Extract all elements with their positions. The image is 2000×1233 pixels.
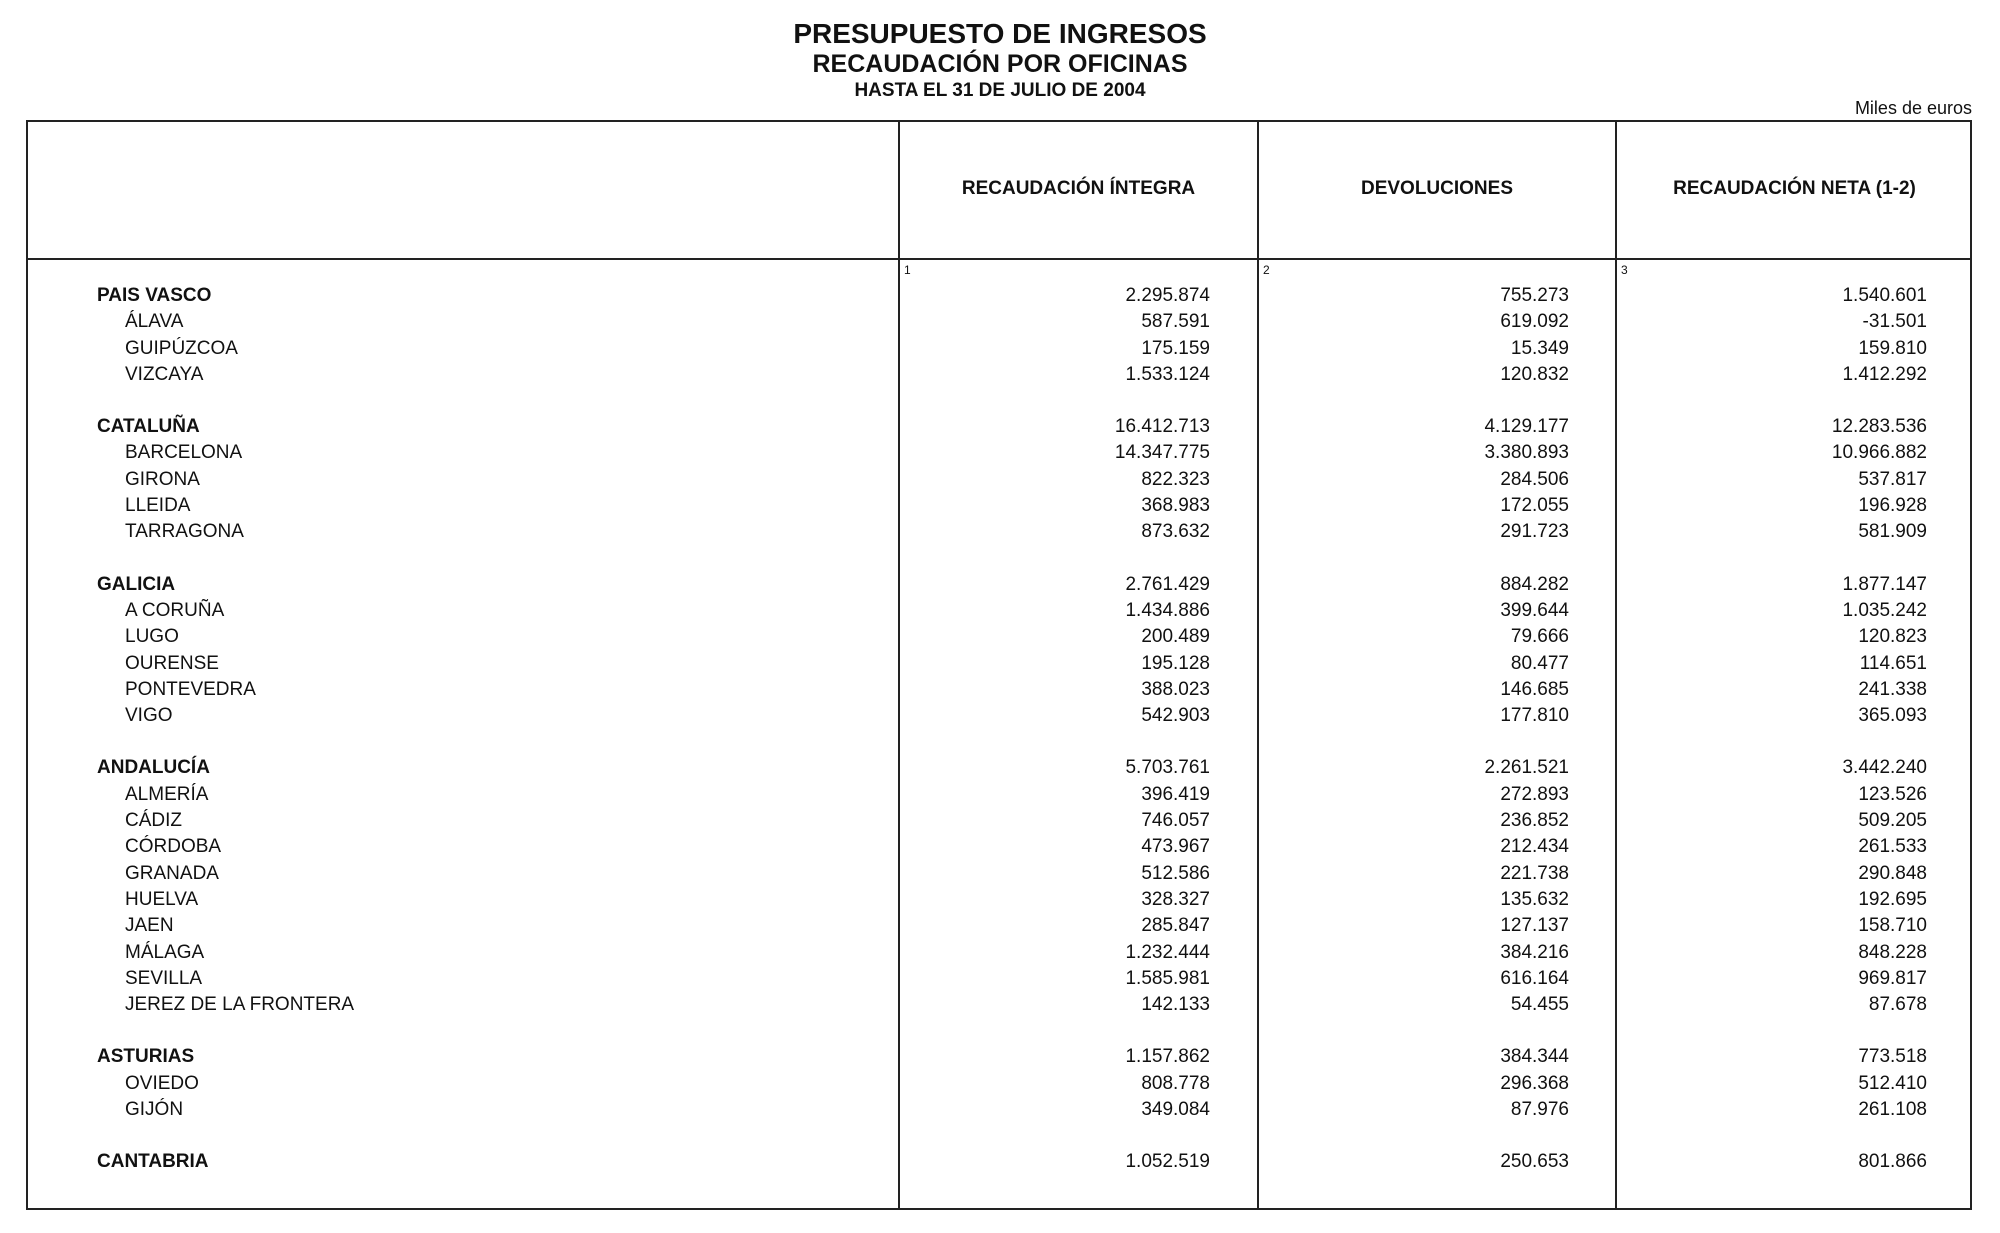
- region-row: [28, 283, 1970, 309]
- cell-recaudacion-integra: 542.903: [1141, 705, 1210, 727]
- province-name: PONTEVEDRA: [125, 678, 256, 700]
- province-name: TARRAGONA: [125, 521, 244, 543]
- column-number: 1: [904, 263, 911, 277]
- cell-recaudacion-integra: 808.778: [1141, 1072, 1210, 1094]
- cell-recaudacion-integra: 1.052.519: [1125, 1151, 1210, 1173]
- header-divider: [28, 258, 1970, 260]
- cell-recaudacion-integra: 14.347.775: [1114, 442, 1210, 464]
- cell-recaudacion-neta: 261.533: [1858, 836, 1927, 858]
- province-row: [28, 336, 1970, 362]
- cell-devoluciones: 3.380.893: [1484, 442, 1569, 464]
- page-subtitle: RECAUDACIÓN POR OFICINAS: [812, 50, 1188, 78]
- cell-devoluciones: 284.506: [1500, 468, 1569, 490]
- cell-recaudacion-neta: 969.817: [1858, 967, 1927, 989]
- province-name: HUELVA: [125, 888, 199, 910]
- cell-recaudacion-integra: 368.983: [1141, 495, 1210, 517]
- region-row: [28, 1044, 1970, 1070]
- cell-recaudacion-integra: 873.632: [1141, 521, 1210, 543]
- cell-recaudacion-neta: 241.338: [1858, 678, 1927, 700]
- cell-recaudacion-integra: 1.533.124: [1125, 363, 1210, 385]
- province-name: CÁDIZ: [125, 810, 182, 832]
- cell-devoluciones: 212.434: [1500, 836, 1569, 858]
- cell-devoluciones: 120.832: [1500, 363, 1569, 385]
- cell-recaudacion-integra: 822.323: [1141, 468, 1210, 490]
- date-line: HASTA EL 31 DE JULIO DE 2004: [854, 80, 1146, 101]
- cell-recaudacion-integra: 1.585.981: [1125, 967, 1210, 989]
- cell-devoluciones: 384.216: [1500, 941, 1569, 963]
- cell-recaudacion-integra: 195.128: [1141, 652, 1210, 674]
- province-row: [28, 309, 1970, 335]
- province-row: [28, 1071, 1970, 1097]
- cell-recaudacion-integra: 2.761.429: [1125, 573, 1210, 595]
- province-name: GIJÓN: [125, 1099, 184, 1121]
- cell-recaudacion-neta: -31.501: [1862, 311, 1927, 333]
- province-name: LLEIDA: [125, 495, 191, 517]
- province-row: [28, 703, 1970, 729]
- cell-devoluciones: 4.129.177: [1484, 416, 1569, 438]
- cell-recaudacion-neta: 12.283.536: [1831, 416, 1927, 438]
- province-name: ALMERÍA: [125, 783, 209, 805]
- cell-devoluciones: 755.273: [1500, 285, 1569, 306]
- cell-recaudacion-neta: 3.442.240: [1842, 757, 1927, 779]
- cell-recaudacion-integra: 512.586: [1141, 862, 1210, 884]
- cell-recaudacion-integra: 175.159: [1141, 337, 1210, 359]
- cell-recaudacion-neta: 509.205: [1858, 810, 1927, 832]
- province-name: ÁLAVA: [125, 311, 184, 333]
- cell-devoluciones: 135.632: [1500, 888, 1569, 910]
- province-row: [28, 808, 1970, 834]
- cell-recaudacion-integra: 1.434.886: [1125, 599, 1210, 621]
- cell-devoluciones: 172.055: [1500, 495, 1569, 517]
- cell-devoluciones: 399.644: [1500, 599, 1569, 621]
- cell-recaudacion-integra: 746.057: [1141, 810, 1210, 832]
- cell-recaudacion-integra: 142.133: [1141, 994, 1210, 1016]
- province-name: VIGO: [125, 705, 173, 727]
- cell-recaudacion-integra: 473.967: [1141, 836, 1210, 858]
- province-name: A CORUÑA: [125, 599, 225, 621]
- cell-recaudacion-neta: 1.540.601: [1842, 285, 1927, 306]
- cell-recaudacion-integra: 200.489: [1141, 626, 1210, 648]
- cell-recaudacion-neta: 192.695: [1858, 888, 1927, 910]
- province-row: [28, 782, 1970, 808]
- cell-recaudacion-neta: 196.928: [1858, 495, 1927, 517]
- province-row: [28, 519, 1970, 545]
- column-header-recaudacion-integra: RECAUDACIÓN ÍNTEGRA: [961, 178, 1196, 199]
- province-row: [28, 834, 1970, 860]
- cell-recaudacion-neta: 1.412.292: [1842, 363, 1927, 385]
- cell-recaudacion-neta: 87.678: [1868, 994, 1927, 1016]
- cell-recaudacion-neta: 512.410: [1858, 1072, 1927, 1094]
- page-title: PRESUPUESTO DE INGRESOS: [793, 18, 1207, 49]
- cell-recaudacion-integra: 1.232.444: [1125, 941, 1210, 963]
- cell-recaudacion-integra: 2.295.874: [1125, 285, 1210, 306]
- cell-devoluciones: 236.852: [1500, 810, 1569, 832]
- region-name: ANDALUCÍA: [97, 757, 210, 779]
- cell-recaudacion-integra: 587.591: [1141, 311, 1210, 333]
- cell-recaudacion-neta: 1.035.242: [1842, 599, 1927, 621]
- units-label: Miles de euros: [1854, 98, 1972, 118]
- cell-devoluciones: 87.976: [1510, 1099, 1569, 1121]
- cell-recaudacion-integra: 1.157.862: [1125, 1046, 1210, 1068]
- cell-devoluciones: 221.738: [1500, 862, 1569, 884]
- province-name: OURENSE: [125, 652, 219, 674]
- cell-devoluciones: 291.723: [1500, 521, 1569, 543]
- cell-recaudacion-neta: 581.909: [1858, 521, 1927, 543]
- cell-devoluciones: 250.653: [1500, 1151, 1569, 1173]
- province-name: BARCELONA: [125, 442, 243, 464]
- province-name: LUGO: [125, 626, 179, 648]
- province-name: VIZCAYA: [125, 363, 204, 385]
- cell-recaudacion-integra: 349.084: [1141, 1099, 1210, 1121]
- province-row: [28, 493, 1970, 519]
- province-row: [28, 887, 1970, 913]
- cell-recaudacion-neta: 1.877.147: [1842, 573, 1927, 595]
- province-row: [28, 467, 1970, 493]
- region-name: CANTABRIA: [97, 1151, 209, 1173]
- cell-devoluciones: 54.455: [1510, 994, 1569, 1016]
- cell-recaudacion-integra: 16.412.713: [1114, 416, 1210, 438]
- cell-recaudacion-neta: 848.228: [1858, 941, 1927, 963]
- region-name: PAIS VASCO: [97, 285, 212, 306]
- cell-recaudacion-integra: 388.023: [1141, 678, 1210, 700]
- cell-devoluciones: 127.137: [1500, 915, 1569, 937]
- province-row: [28, 1097, 1970, 1123]
- column-number: 3: [1621, 263, 1628, 277]
- province-row: [28, 598, 1970, 624]
- column-header-devoluciones: DEVOLUCIONES: [1360, 178, 1514, 199]
- cell-recaudacion-neta: 537.817: [1858, 468, 1927, 490]
- cell-recaudacion-neta: 159.810: [1858, 337, 1927, 359]
- cell-recaudacion-integra: 396.419: [1141, 783, 1210, 805]
- cell-devoluciones: 619.092: [1500, 311, 1569, 333]
- region-row: [28, 1149, 1970, 1175]
- province-row: [28, 861, 1970, 887]
- data-table: [26, 120, 1972, 1210]
- province-row: [28, 940, 1970, 966]
- province-row: [28, 913, 1970, 939]
- cell-devoluciones: 272.893: [1500, 783, 1569, 805]
- province-row: [28, 624, 1970, 650]
- cell-devoluciones: 616.164: [1500, 967, 1569, 989]
- cell-devoluciones: 79.666: [1510, 626, 1569, 648]
- cell-recaudacion-neta: 365.093: [1858, 705, 1927, 727]
- region-row: [28, 755, 1970, 781]
- table-body: [28, 283, 1970, 1176]
- region-row: [28, 572, 1970, 598]
- region-name: GALICIA: [97, 573, 176, 595]
- region-name: CATALUÑA: [97, 416, 200, 438]
- province-name: GUIPÚZCOA: [125, 337, 238, 359]
- cell-recaudacion-neta: 158.710: [1858, 915, 1927, 937]
- cell-recaudacion-neta: 773.518: [1858, 1046, 1927, 1068]
- cell-recaudacion-neta: 114.651: [1859, 652, 1927, 674]
- province-row: [28, 677, 1970, 703]
- province-name: SEVILLA: [125, 967, 203, 989]
- province-name: JEREZ DE LA FRONTERA: [125, 994, 355, 1016]
- cell-devoluciones: 2.261.521: [1484, 757, 1569, 779]
- province-name: CÓRDOBA: [125, 836, 222, 858]
- province-name: MÁLAGA: [125, 941, 205, 963]
- province-name: JAEN: [125, 915, 174, 937]
- province-name: OVIEDO: [125, 1072, 199, 1094]
- cell-devoluciones: 177.810: [1500, 705, 1569, 727]
- column-number: 2: [1263, 263, 1270, 277]
- cell-recaudacion-integra: 328.327: [1141, 888, 1210, 910]
- column-header-recaudacion-neta: RECAUDACIÓN NETA (1-2): [1673, 178, 1916, 199]
- province-row: [28, 651, 1970, 677]
- cell-devoluciones: 884.282: [1500, 573, 1569, 595]
- cell-recaudacion-neta: 290.848: [1858, 862, 1927, 884]
- cell-recaudacion-integra: 285.847: [1141, 915, 1210, 937]
- cell-recaudacion-neta: 10.966.882: [1831, 442, 1927, 464]
- region-name: ASTURIAS: [97, 1046, 195, 1068]
- cell-devoluciones: 296.368: [1500, 1072, 1569, 1094]
- province-row: [28, 992, 1970, 1018]
- cell-recaudacion-neta: 123.526: [1858, 783, 1927, 805]
- cell-devoluciones: 80.477: [1510, 652, 1569, 674]
- province-row: [28, 966, 1970, 992]
- cell-recaudacion-integra: 5.703.761: [1125, 757, 1210, 779]
- cell-devoluciones: 146.685: [1500, 678, 1569, 700]
- cell-devoluciones: 15.349: [1510, 337, 1569, 359]
- region-row: [28, 414, 1970, 440]
- cell-recaudacion-neta: 801.866: [1858, 1151, 1927, 1173]
- cell-devoluciones: 384.344: [1500, 1046, 1569, 1068]
- province-name: GIRONA: [125, 468, 200, 490]
- province-name: GRANADA: [125, 862, 219, 884]
- province-row: [28, 440, 1970, 466]
- cell-recaudacion-neta: 120.823: [1858, 626, 1927, 648]
- cell-recaudacion-neta: 261.108: [1858, 1099, 1927, 1121]
- province-row: [28, 362, 1970, 388]
